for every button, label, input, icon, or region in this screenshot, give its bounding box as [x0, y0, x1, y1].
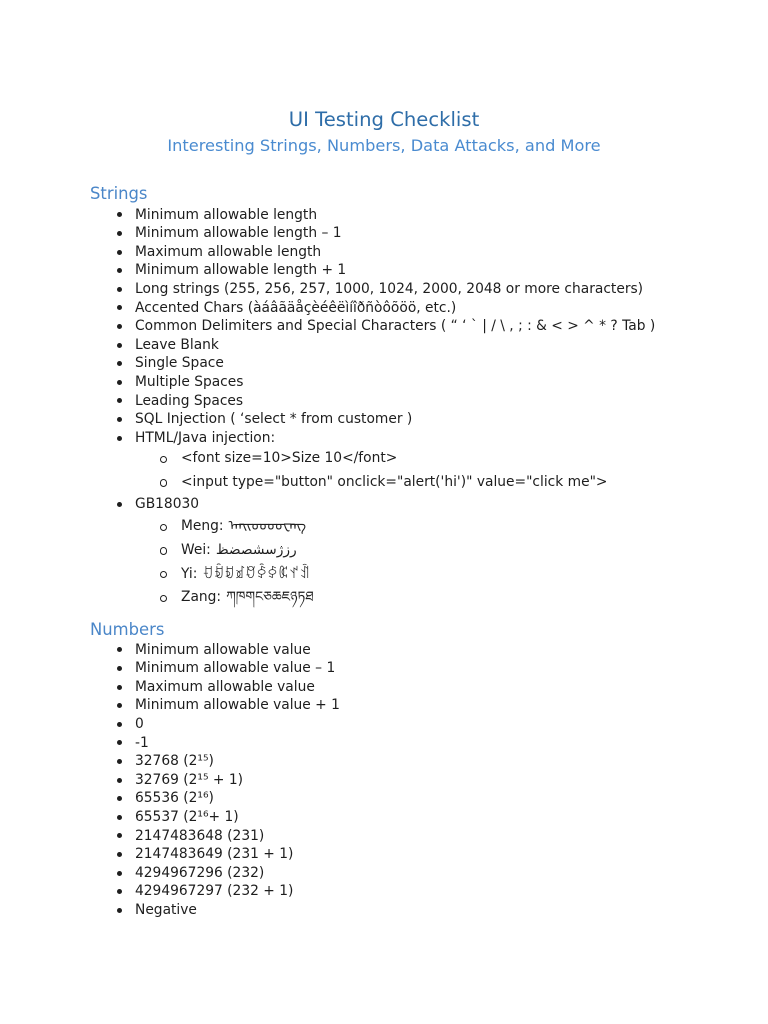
list-item-text: -1 — [135, 734, 149, 751]
gb18030-sublist — [0, 515, 768, 610]
list-item-text: Single Space — [135, 355, 224, 372]
list-item-text: Negative — [135, 902, 197, 918]
bullet-icon — [117, 343, 122, 348]
list-item — [0, 696, 768, 715]
bullet-icon — [117, 703, 122, 708]
list-item-text: Maximum allowable length — [135, 243, 322, 260]
script-sample: ཀཁགངཅཆཇཉཏཐ — [226, 589, 314, 606]
bullet-icon — [117, 361, 122, 366]
list-item-text: 0 — [135, 716, 144, 733]
list-item-text: 32768 (2¹⁵) — [135, 753, 214, 770]
bullet-icon — [117, 871, 122, 876]
bullet-icon — [117, 833, 122, 838]
bullet-icon — [117, 398, 122, 403]
list-item-text: Multiple Spaces — [135, 374, 244, 391]
list-item — [0, 206, 768, 225]
list-item — [0, 771, 768, 790]
list-item — [0, 752, 768, 771]
language-label: Wei: — [181, 542, 211, 559]
bullet-icon — [117, 796, 122, 801]
bullet-icon — [117, 852, 122, 857]
bullet-icon — [117, 212, 122, 217]
list-item — [0, 280, 768, 299]
bullet-icon — [117, 908, 122, 913]
list-item-text: 65537 (2¹⁶+ 1) — [135, 809, 239, 826]
list-item — [0, 336, 768, 355]
list-item-text: Accented Chars (àáâãäåçèéêëìíîðñòôõöö, etc.) — [135, 299, 457, 316]
list-item-text: SQL Injection ( ‘select * from customer ) — [135, 411, 413, 428]
bullet-icon — [117, 268, 122, 273]
list-item-text: Common Delimiters and Special Characters ( “ ‘ ` | / \ , ; : & < > ^ * ? Tab ) — [135, 318, 656, 335]
list-item — [0, 715, 768, 734]
sub-list-item-text: <font size=10>Size 10</font> — [181, 450, 398, 467]
list-item-text: Minimum allowable value – 1 — [135, 660, 336, 677]
list-item-text: GB18030 — [135, 495, 200, 512]
bullet-icon — [117, 666, 122, 671]
bullet-icon — [117, 889, 122, 894]
list-item-text: Maximum allowable value — [135, 678, 315, 695]
sub-list-item — [0, 515, 768, 539]
hollow-bullet-icon — [160, 595, 167, 602]
bullet-icon — [117, 815, 122, 820]
hollow-bullet-icon — [160, 571, 167, 578]
sub-list-item — [0, 563, 768, 587]
bullet-icon — [117, 324, 122, 329]
bullet-icon — [117, 759, 122, 764]
sub-list-item — [0, 586, 768, 610]
script-sample: رزژسشصضظ — [215, 542, 297, 559]
list-item-text: Minimum allowable value — [135, 641, 311, 658]
bullet-icon — [117, 305, 122, 310]
strings-list — [0, 206, 768, 610]
list-item-text: Leave Blank — [135, 336, 219, 353]
list-item-html-injection — [0, 429, 768, 448]
list-item-text: Leading Spaces — [135, 392, 244, 409]
page-subtitle: Interesting Strings, Numbers, Data Attacks, and More — [167, 136, 601, 155]
sub-list-item — [0, 471, 768, 495]
bullet-icon — [117, 231, 122, 236]
list-item — [0, 373, 768, 392]
list-item — [0, 808, 768, 827]
list-item — [0, 789, 768, 808]
list-item — [0, 864, 768, 883]
list-item — [0, 299, 768, 318]
gb18030-examples — [0, 515, 768, 610]
list-item-text: 2147483649 (231 + 1) — [135, 846, 294, 863]
list-item-text: 4294967296 (232) — [135, 864, 265, 881]
numbers-list — [0, 641, 768, 920]
bullet-icon — [117, 647, 122, 652]
bullet-icon — [117, 250, 122, 255]
list-item — [0, 243, 768, 262]
list-item — [0, 317, 768, 336]
bullet-icon — [117, 685, 122, 690]
list-item — [0, 845, 768, 864]
list-item — [0, 392, 768, 411]
bullet-icon — [117, 436, 122, 441]
list-item-text: Minimum allowable length – 1 — [135, 225, 342, 242]
list-item — [0, 224, 768, 243]
page-title: UI Testing Checklist — [288, 108, 480, 131]
hollow-bullet-icon — [160, 547, 167, 554]
bullet-icon — [117, 778, 122, 783]
bullet-icon — [117, 740, 122, 745]
list-item — [0, 901, 768, 920]
list-item-text: Minimum allowable length — [135, 206, 318, 223]
html-injection-sublist — [0, 447, 768, 494]
list-item — [0, 261, 768, 280]
hollow-bullet-icon — [160, 456, 167, 463]
list-item — [0, 827, 768, 846]
language-label: Zang: — [181, 589, 222, 606]
list-item-text: Long strings (255, 256, 257, 1000, 1024, 2000, 2048 or more characters) — [135, 281, 644, 298]
bullet-icon — [117, 417, 122, 422]
bullet-icon — [117, 722, 122, 727]
language-label: Yi: — [181, 565, 198, 582]
list-item — [0, 354, 768, 373]
list-item-text: Minimum allowable value + 1 — [135, 697, 340, 714]
list-item-text: 65536 (2¹⁶) — [135, 790, 214, 807]
list-item-gb18030 — [0, 495, 768, 514]
list-item-text: 4294967297 (232 + 1) — [135, 883, 294, 900]
sub-list-item — [0, 539, 768, 563]
list-item — [0, 734, 768, 753]
list-item-text: HTML/Java injection: — [135, 429, 276, 446]
list-item — [0, 882, 768, 901]
numbers-heading: Numbers — [90, 620, 165, 639]
bullet-icon — [117, 502, 122, 507]
bullet-icon — [117, 287, 122, 292]
list-item — [0, 678, 768, 697]
list-item — [0, 410, 768, 429]
script-sample: ꀀꀁꀂꀃꀄꀅꀆꀇꀈꀉ — [202, 565, 311, 582]
list-item-text: Minimum allowable length + 1 — [135, 262, 347, 279]
sub-list-item-text: <input type="button" onclick="alert('hi')" value="click me"> — [181, 474, 608, 491]
hollow-bullet-icon — [160, 524, 167, 531]
script-sample: ᠠᠡᠢᠣᠤᠥᠦᠧᠨᠩ — [228, 518, 306, 535]
bullet-icon — [117, 380, 122, 385]
strings-heading: Strings — [90, 184, 148, 203]
list-item — [0, 641, 768, 660]
hollow-bullet-icon — [160, 479, 167, 486]
sub-list-item — [0, 447, 768, 471]
html-injection-examples — [0, 447, 768, 494]
list-item — [0, 659, 768, 678]
language-label: Meng: — [181, 518, 224, 535]
list-item-text: 32769 (2¹⁵ + 1) — [135, 771, 243, 788]
list-item-text: 2147483648 (231) — [135, 827, 265, 844]
